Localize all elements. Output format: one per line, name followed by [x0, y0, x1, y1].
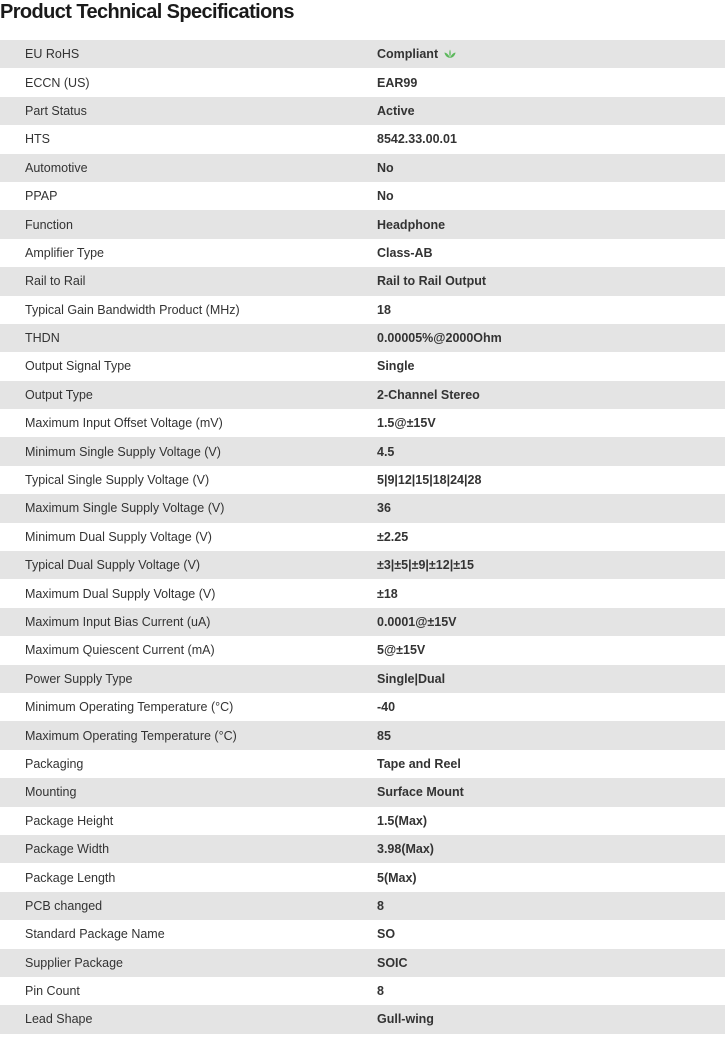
- spec-value-cell: [377, 437, 725, 465]
- spec-value: SOIC: [377, 955, 408, 970]
- spec-value: -40: [377, 700, 396, 715]
- spec-value: Headphone: [377, 217, 446, 232]
- leaf-icon: [444, 49, 456, 59]
- spec-label: Maximum Single Supply Voltage (V): [0, 494, 377, 522]
- spec-row: [0, 296, 725, 324]
- spec-row: [0, 68, 725, 96]
- spec-value: 1.5(Max): [377, 813, 428, 828]
- spec-value-cell: [377, 807, 725, 835]
- spec-value-cell: [377, 750, 725, 778]
- spec-label: Maximum Quiescent Current (mA): [0, 636, 377, 664]
- spec-row: [0, 182, 725, 210]
- spec-value: Gull-wing: [377, 1012, 434, 1027]
- spec-value-cell: [377, 68, 725, 96]
- spec-value-cell: [377, 665, 725, 693]
- spec-label: Packaging: [0, 750, 377, 778]
- spec-value: 5@±15V: [377, 643, 426, 658]
- spec-table: [0, 40, 725, 1034]
- spec-row: [0, 523, 725, 551]
- spec-row: [0, 239, 725, 267]
- spec-label: Minimum Dual Supply Voltage (V): [0, 523, 377, 551]
- spec-label: Amplifier Type: [0, 239, 377, 267]
- spec-value: 2-Channel Stereo: [377, 387, 480, 402]
- spec-value-cell: [377, 835, 725, 863]
- spec-label: Maximum Input Offset Voltage (mV): [0, 409, 377, 437]
- spec-value-cell: [377, 579, 725, 607]
- spec-label: Lead Shape: [0, 1005, 377, 1033]
- spec-label: Mounting: [0, 778, 377, 806]
- spec-value: 1.5@±15V: [377, 416, 436, 431]
- spec-row: [0, 750, 725, 778]
- spec-row: [0, 835, 725, 863]
- spec-row: [0, 636, 725, 664]
- spec-label: Maximum Operating Temperature (°C): [0, 721, 377, 749]
- spec-value: Rail to Rail Output: [377, 274, 487, 289]
- spec-value-cell: [377, 40, 725, 68]
- spec-row: [0, 40, 725, 68]
- spec-row: [0, 920, 725, 948]
- spec-value: 5(Max): [377, 870, 417, 885]
- spec-row: [0, 892, 725, 920]
- spec-value: 18: [377, 302, 391, 317]
- spec-value-cell: [377, 949, 725, 977]
- spec-value: 0.0001@±15V: [377, 615, 457, 629]
- spec-value-cell: [377, 920, 725, 948]
- spec-label: Supplier Package: [0, 949, 377, 977]
- spec-label: THDN: [0, 324, 377, 352]
- spec-label: Minimum Single Supply Voltage (V): [0, 437, 377, 465]
- spec-value: SO: [377, 927, 396, 942]
- page-title: Product Technical Specifications: [0, 1, 294, 23]
- spec-row: [0, 1005, 725, 1033]
- spec-value-cell: [377, 608, 725, 636]
- spec-value: Single: [377, 359, 415, 374]
- spec-label: Standard Package Name: [0, 920, 377, 948]
- spec-value-cell: [377, 409, 725, 437]
- spec-row: [0, 437, 725, 465]
- spec-row: [0, 665, 725, 693]
- spec-value-cell: [377, 1005, 725, 1033]
- spec-label: Rail to Rail: [0, 267, 377, 295]
- spec-label: Typical Single Supply Voltage (V): [0, 466, 377, 494]
- spec-row: [0, 494, 725, 522]
- spec-row: [0, 97, 725, 125]
- spec-value-cell: [377, 182, 725, 210]
- spec-value: 8: [377, 898, 384, 913]
- spec-label: HTS: [0, 125, 377, 153]
- spec-value: 4.5: [377, 444, 395, 459]
- spec-value-cell: [377, 693, 725, 721]
- spec-value-cell: [377, 494, 725, 522]
- spec-value: 8542.33.00.01: [377, 132, 457, 147]
- spec-value: EAR99: [377, 75, 418, 90]
- spec-label: Part Status: [0, 97, 377, 125]
- spec-row: [0, 807, 725, 835]
- spec-label: Output Signal Type: [0, 352, 377, 380]
- spec-row: [0, 551, 725, 579]
- spec-value: Active: [377, 103, 415, 118]
- spec-row: [0, 466, 725, 494]
- spec-value: ±2.25: [377, 529, 409, 544]
- spec-label: Typical Dual Supply Voltage (V): [0, 551, 377, 579]
- spec-label: Package Width: [0, 835, 377, 863]
- spec-value: Compliant: [377, 47, 439, 62]
- spec-value-cell: [377, 523, 725, 551]
- spec-value: Surface Mount: [377, 785, 464, 800]
- spec-value: 85: [377, 728, 391, 743]
- spec-row: [0, 210, 725, 238]
- spec-row: [0, 154, 725, 182]
- spec-label: Automotive: [0, 154, 377, 182]
- spec-value-cell: [377, 636, 725, 664]
- spec-label: Package Height: [0, 807, 377, 835]
- spec-value: No: [377, 160, 394, 175]
- spec-row: [0, 267, 725, 295]
- spec-label: ECCN (US): [0, 68, 377, 96]
- spec-value: ±18: [377, 586, 398, 601]
- spec-table-body: [0, 40, 725, 1034]
- spec-label: Maximum Input Bias Current (uA): [0, 608, 377, 636]
- spec-row: [0, 324, 725, 352]
- spec-value-cell: [377, 296, 725, 324]
- spec-row: [0, 977, 725, 1005]
- spec-label: Pin Count: [0, 977, 377, 1005]
- spec-value: 8: [377, 984, 384, 999]
- spec-value-cell: [377, 551, 725, 579]
- spec-row: [0, 693, 725, 721]
- spec-value-cell: [377, 977, 725, 1005]
- spec-value: 3.98(Max): [377, 842, 434, 857]
- spec-value-cell: [377, 721, 725, 749]
- spec-value-cell: [377, 239, 725, 267]
- spec-row: [0, 125, 725, 153]
- spec-value: 0.00005%@2000Ohm: [377, 331, 502, 346]
- spec-row: [0, 352, 725, 380]
- spec-value-cell: [377, 778, 725, 806]
- spec-label: PCB changed: [0, 892, 377, 920]
- spec-row: [0, 381, 725, 409]
- spec-row: [0, 863, 725, 891]
- spec-value-cell: [377, 267, 725, 295]
- spec-value-cell: [377, 892, 725, 920]
- spec-label: PPAP: [0, 182, 377, 210]
- spec-row: [0, 409, 725, 437]
- spec-label: Typical Gain Bandwidth Product (MHz): [0, 296, 377, 324]
- spec-value: ±3|±5|±9|±12|±15: [377, 558, 474, 573]
- spec-value: No: [377, 189, 394, 204]
- spec-value: Tape and Reel: [377, 756, 461, 771]
- spec-value-cell: [377, 466, 725, 494]
- spec-value: 5|9|12|15|18|24|28: [377, 473, 482, 488]
- spec-label: Minimum Operating Temperature (°C): [0, 693, 377, 721]
- spec-label: Function: [0, 210, 377, 238]
- spec-label: Power Supply Type: [0, 665, 377, 693]
- spec-row: [0, 949, 725, 977]
- spec-value-cell: [377, 154, 725, 182]
- spec-value-cell: [377, 863, 725, 891]
- spec-label: Output Type: [0, 381, 377, 409]
- spec-value-cell: [377, 125, 725, 153]
- spec-value: Single|Dual: [377, 671, 446, 686]
- spec-value: 36: [377, 501, 391, 516]
- spec-value-cell: [377, 324, 725, 352]
- spec-label: EU RoHS: [0, 40, 377, 68]
- spec-value-cell: [377, 97, 725, 125]
- spec-row: [0, 579, 725, 607]
- spec-label: Maximum Dual Supply Voltage (V): [0, 579, 377, 607]
- spec-value-cell: [377, 352, 725, 380]
- spec-row: [0, 608, 725, 636]
- spec-label: Package Length: [0, 863, 377, 891]
- spec-row: [0, 721, 725, 749]
- spec-row: [0, 778, 725, 806]
- spec-value-cell: [377, 210, 725, 238]
- spec-value-cell: [377, 381, 725, 409]
- spec-value: Class-AB: [377, 245, 433, 260]
